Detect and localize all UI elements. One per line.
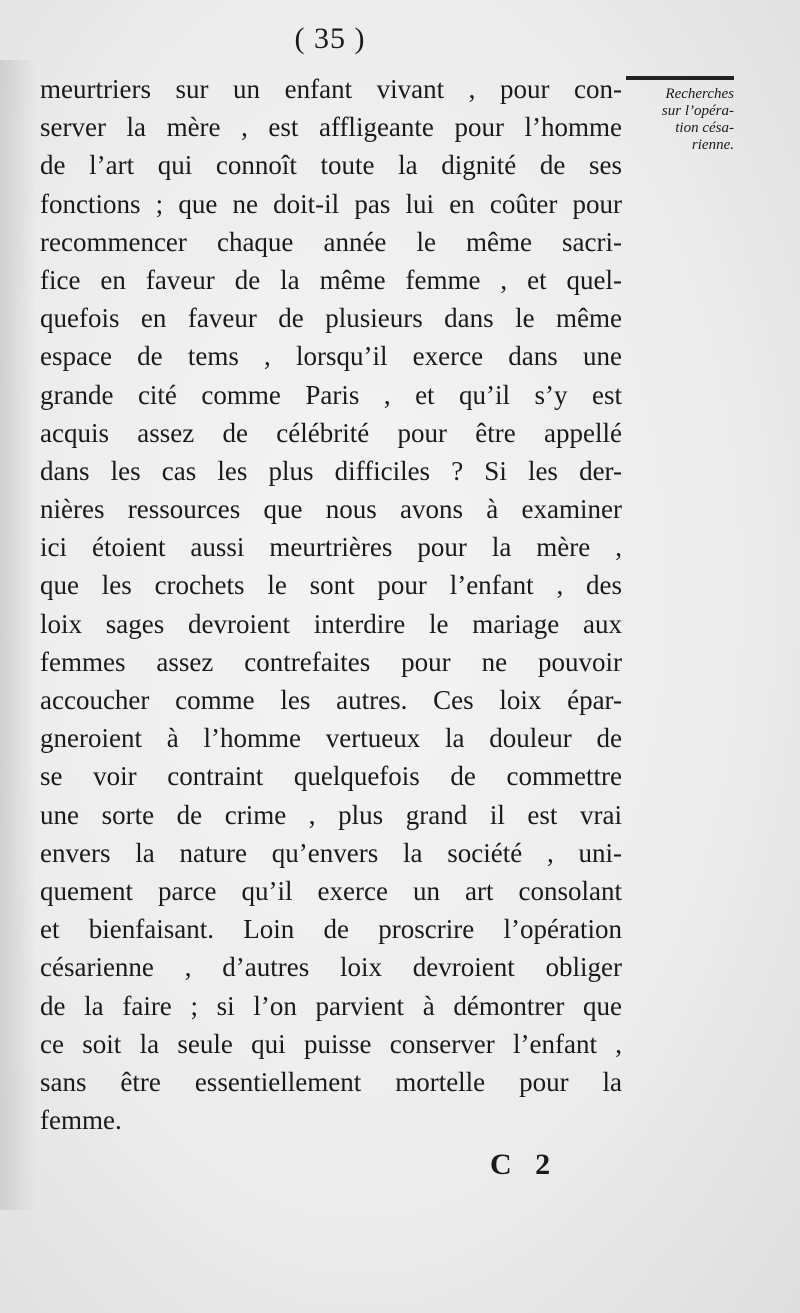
text-line: dans les cas les plus difficiles ? Si les der- [40,455,622,486]
text-line: gneroient à l’homme vertueux la douleur de [40,723,622,754]
signature-mark: C 2 [490,1148,559,1181]
text-line: sans être essentiellement mortelle pour la [40,1066,622,1097]
margin-note-line: sur l’opéra- [661,103,734,119]
text-line: femmes assez contrefaites pour ne pouvoir [40,646,622,677]
text-line: de l’art qui connoît toute la dignité de ses [40,150,622,181]
margin-note-line: rienne. [691,137,734,153]
text-line: et bienfaisant. Loin de proscrire l’opération [40,914,622,945]
text-line: de la faire ; si l’on parvient à démontrer que [40,990,622,1021]
text-line: ce soit la seule qui puisse conserver l’enfant , [40,1028,622,1059]
text-line: ici étoient aussi meurtrières pour la mère , [40,532,622,563]
text-line: envers la nature qu’envers la société , uni- [40,837,622,868]
text-line: server la mère , est affligeante pour l’homme [40,112,622,143]
text-line: fonctions ; que ne doit-il pas lui en coûter pour [40,188,622,219]
text-line: acquis assez de célébrité pour être appellé [40,417,622,448]
text-line: une sorte de crime , plus grand il est vrai [40,799,622,830]
text-line: fice en faveur de la même femme , et quel- [40,264,622,295]
page-number: ( 35 ) [294,22,366,55]
text-line: grande cité comme Paris , et qu’il s’y est [40,379,622,410]
text-line: césarienne , d’autres loix devroient obliger [40,952,622,983]
text-line: espace de tems , lorsqu’il exerce dans une [40,341,622,372]
margin-rule [626,76,734,80]
margin-note-line: Recherches [665,86,734,102]
text-line: meurtriers sur un enfant vivant , pour con- [40,74,622,104]
margin-note [612,76,734,154]
text-line: loix sages devroient interdire le mariage aux [40,608,622,639]
body-text [40,70,622,1139]
text-line: accoucher comme les autres. Ces loix épar- [40,685,622,715]
text-line: recommencer chaque année le même sacri- [40,226,622,257]
text-line: quefois en faveur de plusieurs dans le même [40,303,622,334]
text-line: que les crochets le sont pour l’enfant , des [40,570,622,601]
margin-note-line: tion césa- [675,120,734,136]
text-line: quement parce qu’il exerce un art consolant [40,875,622,906]
page-gutter-shadow [0,60,36,1210]
text-line: nières ressources que nous avons à examiner [40,494,622,525]
text-line-last: femme. [40,1105,122,1136]
text-line: se voir contraint quelquefois de commettre [40,761,622,792]
